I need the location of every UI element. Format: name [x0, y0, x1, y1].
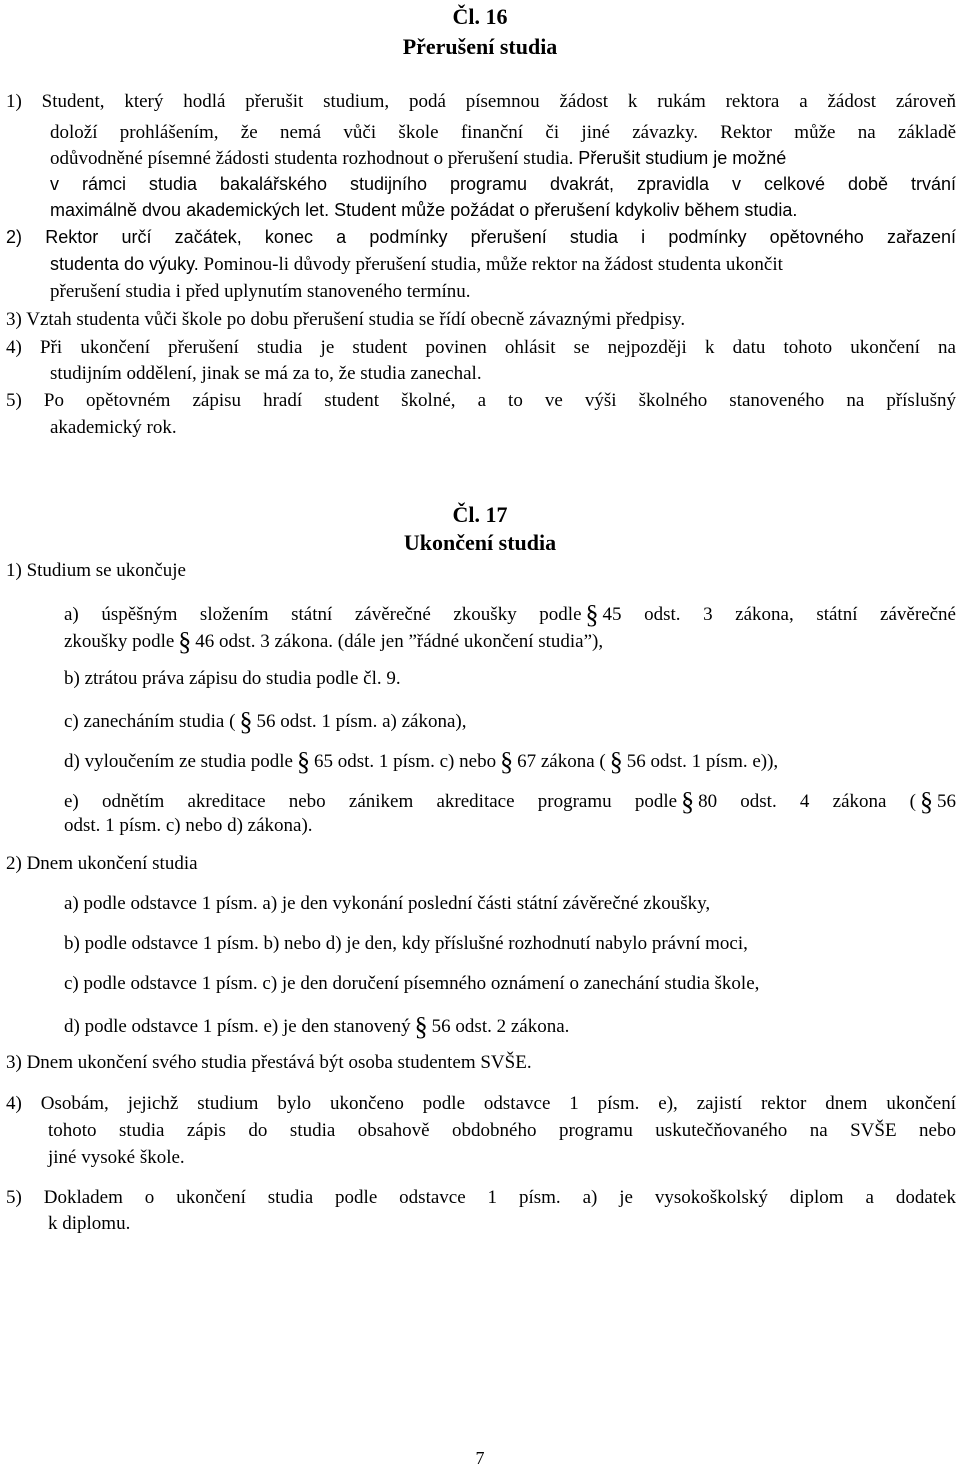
art17-p2-b: b) podle odstavce 1 písm. b) nebo d) je den, kdy příslušné rozhodnutí nabylo právní moci, — [64, 933, 748, 954]
article-16-title: Přerušení studia — [402, 34, 558, 59]
art17-p1-d-text4: 56 odst. 1 písm. e)), — [626, 751, 779, 772]
art17-p1-b: b) ztrátou práva zápisu do studia podle čl. 9. — [64, 668, 401, 689]
art17-p4-line2: tohoto studia zápis do studia obsahově obdobného programu uskutečňovaného na SVŠE nebo — [48, 1120, 956, 1141]
art16-p1-line2: doloží prohlášením, že nemá vůči škole finanční či jiné závazky. Rektor může na základě — [50, 122, 956, 143]
art17-p1-d-text2: 65 odst. 1 písm. c) nebo — [314, 751, 497, 772]
article-16-number: Čl. 16 — [452, 4, 508, 29]
art17-p4-line3: jiné vysoké škole. — [48, 1147, 185, 1168]
art16-p2-line1: 2) Rektor určí začátek, konec a podmínky přerušení studia i podmínky opětovného zařazení — [6, 227, 956, 247]
art17-p2-c: c) podle odstavce 1 písm. c) je den doručení písemného oznámení o zanechání studia škole, — [64, 973, 760, 994]
art17-p1-e-text2: 80 odst. 4 zákona ( — [698, 791, 916, 812]
art17-p1-e-text1: e) odnětím akreditace nebo zánikem akreditace programu podle — [64, 791, 678, 812]
art17-p1-c-text1: c) zanecháním studia ( — [64, 711, 236, 732]
article-17-title: Ukončení studia — [403, 530, 557, 555]
art17-p1-e-line2: odst. 1 písm. c) nebo d) zákona). — [64, 815, 313, 836]
art16-p4-line2: studijním oddělení, jinak se má za to, že studia zanechal. — [50, 363, 482, 384]
article-17-number: Čl. 17 — [452, 502, 508, 527]
section-sign-icon: § — [681, 787, 695, 816]
section-sign-icon: § — [585, 600, 599, 629]
art17-p1-c — [64, 703, 956, 737]
section-sign-icon: § — [500, 747, 514, 776]
art16-p1-line4: v rámci studia bakalářského studijního programu dvakrát, zpravidla v celkové době trvání — [50, 174, 956, 194]
art16-p1-line5: maximálně dvou akademických let. Student může požádat o přerušení kdykoliv během studia. — [50, 200, 798, 220]
art16-p3: 3) Vztah studenta vůči škole po dobu přerušení studia se řídí obecně závaznými předpisy. — [6, 309, 686, 330]
art17-p1-a-text2: 45 odst. 3 zákona, státní závěrečné — [602, 604, 956, 625]
art16-p1-line3-serif: odůvodněné písemné žádosti studenta rozhodnout o přerušení studia. — [50, 148, 574, 169]
art17-p1-d-text3: 67 zákona ( — [517, 751, 606, 772]
art17-p1-e-text3: 56 — [937, 791, 956, 812]
art17-p5-line1: 5) Dokladem o ukončení studia podle odstavce 1 písm. a) je vysokoškolský diplom a dodatek — [6, 1187, 956, 1208]
section-sign-icon: § — [239, 707, 253, 736]
section-sign-icon: § — [609, 747, 623, 776]
section-sign-icon: § — [178, 627, 192, 656]
art17-p2-a: a) podle odstavce 1 písm. a) je den vykonání poslední části státní závěrečné zkoušky, — [64, 893, 711, 914]
art17-p5-line2: k diplomu. — [48, 1213, 131, 1234]
art17-p2-d-text2: 56 odst. 2 zákona. — [431, 1016, 570, 1037]
section-sign-icon: § — [297, 747, 310, 776]
art17-p4-line1: 4) Osobám, jejichž studium bylo ukončeno podle odstavce 1 písm. e), zajistí rektor dnem ukončení — [6, 1093, 956, 1114]
art16-p1-line1: 1) Student, který hodlá přerušit studium, podá písemnou žádost k rukám rektora a žádost zároveň — [6, 91, 956, 112]
art17-p1-a-text4: 46 odst. 3 zákona. (dále jen ”řádné ukončení studia”), — [195, 631, 604, 652]
art16-p1-line3-sans: Přerušit studium je možné — [578, 148, 787, 168]
art17-p3: 3) Dnem ukončení svého studia přestává být osoba studentem SVŠE. — [6, 1052, 532, 1073]
art17-p1-intro: 1) Studium se ukončuje — [6, 560, 186, 581]
art16-p4-line1: 4) Při ukončení přerušení studia je student povinen ohlásit se nejpozději k datu tohoto ukončení na — [6, 337, 956, 358]
page-number: 7 — [475, 1448, 485, 1468]
art17-p1-c-text2: 56 odst. 1 písm. a) zákona), — [256, 711, 467, 732]
art16-p5-line1: 5) Po opětovném zápisu hradí student školné, a to ve výši školného stanoveného na příslušný — [6, 390, 956, 411]
art16-p2-line2-serif: Pominou-li důvody přerušení studia, může rektor na žádost studenta ukončit — [203, 254, 783, 275]
art17-p1-d — [64, 743, 956, 777]
art16-p5-line2: akademický rok. — [50, 417, 177, 438]
art17-p2-d-text1: d) podle odstavce 1 písm. e) je den stanovený — [64, 1016, 411, 1037]
art17-p2-intro: 2) Dnem ukončení studia — [6, 853, 198, 874]
art17-p1-a-text3: zkoušky podle — [64, 631, 175, 652]
art17-p1-a-line2 — [64, 623, 956, 657]
art16-p2-line3: přerušení studia i před uplynutím stanoveného termínu. — [50, 281, 471, 302]
section-sign-icon: § — [414, 1012, 428, 1041]
art17-p1-d-text1: d) vyloučením ze studia podle — [64, 751, 293, 772]
art16-p2-line2-sans: studenta do výuky. — [50, 254, 199, 274]
art17-p2-d — [64, 1008, 956, 1042]
art17-p1-a-text1: a) úspěšným složením státní závěrečné zkoušky podle — [64, 604, 582, 625]
section-sign-icon: § — [920, 787, 933, 816]
